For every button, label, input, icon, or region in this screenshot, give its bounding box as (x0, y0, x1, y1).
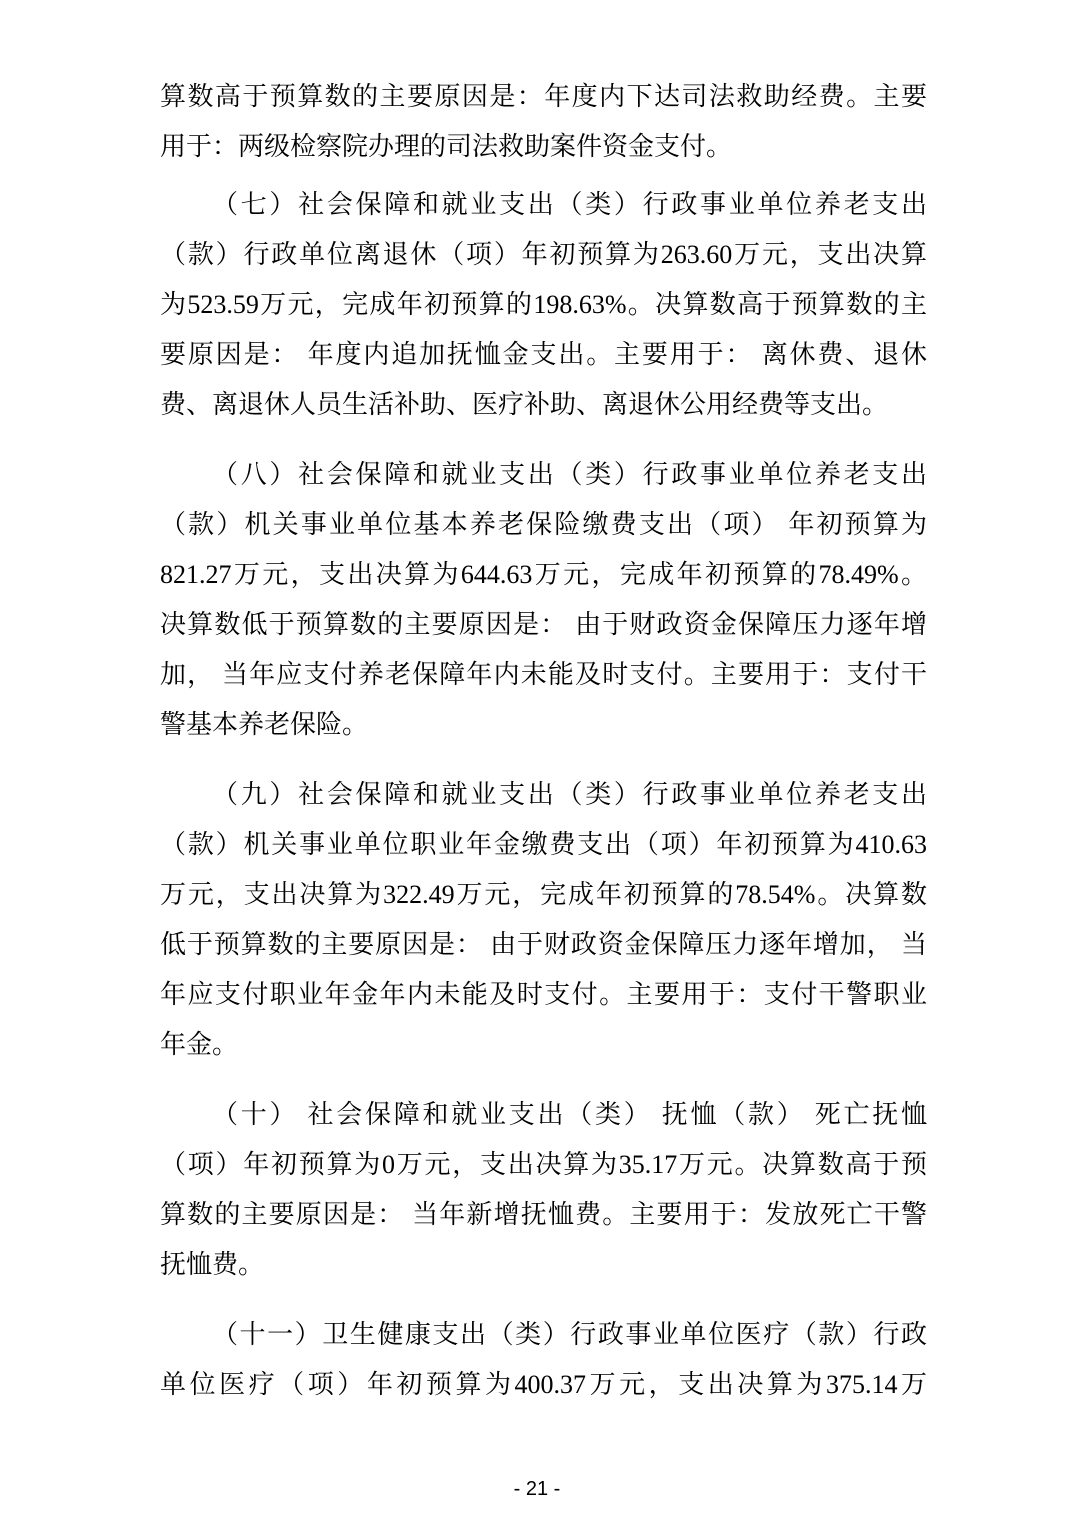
text-line: 抚恤费。 (160, 1250, 265, 1279)
page-number: - 21 - (513, 1478, 561, 1500)
paragraph-item-9 (160, 770, 927, 1070)
text-line: 单位医疗（项）年初预算为400.37万元，支出决算为375.14万 (160, 1370, 927, 1399)
text-line: （十） 社会保障和就业支出（类） 抚恤（款） 死亡抚恤 (212, 1100, 927, 1129)
text-line: 为523.59万元，完成年初预算的198.63%。决算数高于预算数的主 (160, 290, 927, 319)
paragraph-item-10 (160, 1090, 927, 1290)
text-line: 警基本养老保险。 (160, 710, 369, 739)
text-line: 用于：两级检察院办理的司法救助案件资金支付。 (160, 132, 733, 161)
text-line: 万元，支出决算为322.49万元，完成年初预算的78.54%。决算数 (160, 880, 927, 909)
text-line: 年金。 (160, 1030, 239, 1059)
text-line: （七）社会保障和就业支出（类）行政事业单位养老支出 (212, 190, 927, 219)
text-line: 要原因是： 年度内追加抚恤金支出。主要用于： 离休费、退休 (160, 340, 927, 369)
page-footer (0, 1477, 1074, 1501)
text-line: 费、离退休人员生活补助、医疗补助、离退休公用经费等支出。 (160, 390, 889, 419)
paragraph-continuation (160, 72, 927, 172)
text-line: （款）机关事业单位基本养老保险缴费支出（项） 年初预算为 (160, 510, 927, 539)
text-line: （九）社会保障和就业支出（类）行政事业单位养老支出 (212, 780, 927, 809)
paragraph-item-7 (160, 180, 927, 430)
paragraph-item-11 (160, 1310, 927, 1410)
text-line: 加， 当年应支付养老保障年内未能及时支付。主要用于：支付干 (160, 660, 927, 689)
document-body (160, 72, 927, 1410)
text-line: （款）行政单位离退休（项）年初预算为263.60万元，支出决算 (160, 240, 927, 269)
text-line: 低于预算数的主要原因是： 由于财政资金保障压力逐年增加， 当 (160, 930, 927, 959)
text-line: （项）年初预算为0万元，支出决算为35.17万元。决算数高于预 (160, 1150, 927, 1179)
text-line: （八）社会保障和就业支出（类）行政事业单位养老支出 (212, 460, 927, 489)
text-line: 决算数低于预算数的主要原因是： 由于财政资金保障压力逐年增 (160, 610, 927, 639)
text-line: 821.27万元，支出决算为644.63万元，完成年初预算的78.49%。 (160, 560, 927, 589)
text-line: 年应支付职业年金年内未能及时支付。主要用于：支付干警职业 (160, 980, 927, 1009)
text-line: 算数高于预算数的主要原因是：年度内下达司法救助经费。主要 (160, 82, 927, 111)
paragraph-item-8 (160, 450, 927, 750)
text-line: （十一）卫生健康支出（类）行政事业单位医疗（款）行政 (212, 1320, 927, 1349)
text-line: （款）机关事业单位职业年金缴费支出（项）年初预算为410.63 (160, 830, 927, 859)
text-line: 算数的主要原因是： 当年新增抚恤费。主要用于：发放死亡干警 (160, 1200, 927, 1229)
